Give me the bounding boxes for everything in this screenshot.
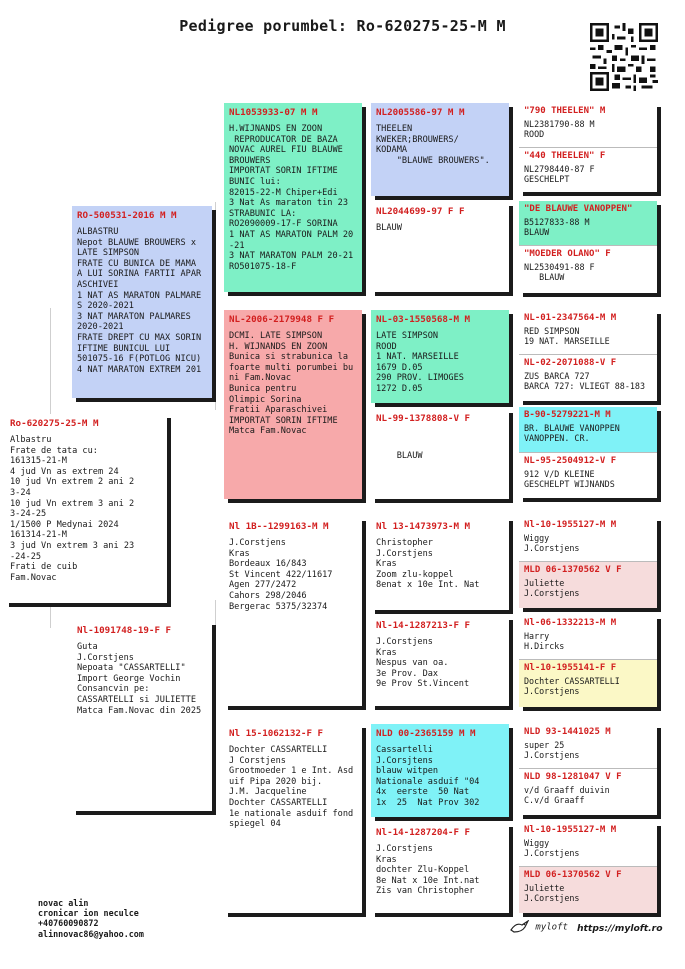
sdd-ring: NL-99-1378808-V F	[376, 413, 471, 424]
sss-card[interactable]	[371, 103, 509, 196]
ancestor-card[interactable]	[519, 769, 657, 815]
dam-sire-notes: J.Corstjens Kras Bordeaux 16/843 St Vincent 422/11617 Agen 277/2472 Cahors 298/2046 Bergerac 5375/32374	[229, 538, 333, 612]
ancestor-ring: MLD 06-1370562 V F	[524, 565, 622, 575]
sds-ring: NL-03-1550568-M M	[376, 314, 471, 325]
ancestor-notes: B5127833-88 M BLAUW	[524, 217, 590, 238]
dds-ring: NLD 00-2365159 M M	[376, 728, 476, 739]
ancestor-notes: NL2381790-88 M ROOD	[524, 119, 595, 140]
ancestor-ring: "440 THEELEN" F	[524, 151, 606, 161]
subject-ring: Ro-620275-25-M M	[10, 418, 99, 429]
connector-line	[50, 603, 51, 628]
sire-sire-ring: NL1053933-07 M M	[229, 107, 318, 118]
sire-dam-notes: DCMI. LATE SIMPSON H. WIJNANDS EN ZOON Bunica si strabunica la foarte multi porumbei bu ni Fam.Novac Bunica pentru Olimpic Sorina Fratii Aparaschivei IMPORTAT SORIN IFTIME Matca Fam.Novac	[229, 331, 354, 437]
dss-notes: Christopher J.Corstjens Kras Zoom zlu-koppel 8enat x 10e Int. Nat	[376, 538, 480, 591]
ancestor-card[interactable]	[519, 562, 657, 608]
ancestor-ring: "DE BLAUWE VANOPPEN"	[524, 204, 633, 214]
ancestor-card[interactable]	[519, 246, 657, 293]
ancestor-pair	[519, 407, 657, 498]
subject-notes: Albastru Frate de tata cu: 161315-21-M 4 jud Vn as extrem 24 10 jud Vn extrem 2 ani 2 3-24 10 jud Vn extrem 3 ani 2 3-24-25 1/1500 P Medynai 2024 161314-21-M 3 jud Vn extrem 3 ani 23 -24-25 Frati de cuib Fam.Novac	[10, 435, 135, 583]
ancestor-ring: "MOEDER OLANO" F	[524, 249, 611, 259]
breeder-phone: +40760090872	[38, 918, 99, 929]
website-link[interactable]: https://myloft.ro	[577, 923, 663, 934]
dam-card[interactable]	[72, 621, 212, 811]
sire-dam-card[interactable]	[224, 310, 362, 499]
ancestor-card[interactable]	[519, 310, 657, 355]
ancestor-card[interactable]	[519, 201, 657, 246]
ancestor-notes: NL2530491-88 F BLAUW	[524, 262, 595, 283]
connector-line	[50, 308, 51, 418]
sdd-notes: BLAUW	[396, 451, 423, 462]
ancestor-card[interactable]	[519, 724, 657, 769]
ddd-ring: Nl-14-1287204-F F	[376, 827, 471, 838]
qr-code-icon	[590, 23, 658, 91]
ancestor-ring: NL-02-2071088-V F	[524, 358, 617, 368]
ssd-card[interactable]	[371, 202, 509, 292]
ancestor-pair	[519, 517, 657, 608]
brand-name: myloft	[535, 922, 568, 933]
dds-notes: Cassartelli J.Corsjtens blauw witpen Nationale asduif "04 4x eerste 50 Nat 1x 25 Nat Prov 302	[376, 745, 480, 808]
connector-line	[215, 690, 216, 750]
ancestor-ring: NL-01-2347564-M M	[524, 313, 617, 323]
ancestor-notes: Wiggy J.Corstjens	[524, 533, 580, 554]
ancestor-notes: 912 V/D KLEINE GESCHELPT WIJNANDS	[524, 469, 615, 490]
sire-sire-notes: H.WIJNANDS EN ZOON REPRODUCATOR DE BAZA NOVAC AUREL FIU BLAUWE BROUWERS IMPORTAT SORIN IFTIME BUNIC lui: 82015-22-M Chiper+Edi 3 Nat As maraton tin 23 STRABUNIC LA: RO2090009-17-F SORINA 1 NAT AS MARATON PALM 20 -21 3 NAT MARATON PALM 20-21 RO501075-18-F	[229, 124, 354, 272]
dds-card[interactable]	[371, 724, 509, 817]
connector-line	[215, 600, 216, 660]
ancestor-ring: MLD 06-1370562 V F	[524, 870, 622, 880]
ancestor-ring: NLD 98-1281047 V F	[524, 772, 622, 782]
dam-notes: Guta J.Corstjens Nepoata "CASSARTELLI" Import George Vochin Consancvin pe: CASSARTELLI si JULIETTE Matca Fam.Novac din 2025	[77, 642, 202, 716]
sss-notes: THEELEN KWEKER;BROUWERS/ KODAMA "BLAUWE BROUWERS".	[376, 124, 490, 166]
ancestor-notes: RED SIMPSON 19 NAT. MARSEILLE	[524, 326, 610, 347]
ancestor-pair	[519, 822, 657, 913]
ancestor-pair	[519, 310, 657, 401]
ssd-notes: BLAUW	[376, 223, 402, 233]
connector-line	[215, 202, 216, 262]
breeder-name: novac alin	[38, 898, 89, 908]
ancestor-card[interactable]	[519, 660, 657, 707]
brand-logo	[510, 920, 568, 934]
ancestor-card[interactable]	[519, 453, 657, 498]
sss-ring: NL2005586-97 M M	[376, 107, 465, 118]
dsd-notes: J.Corstjens Kras Nespus van oa. 3e Prov. Dax 9e Prov St.Vincent	[376, 637, 470, 690]
ancestor-card[interactable]	[519, 615, 657, 660]
ancestor-notes: NL2798440-87 F GESCHELPT	[524, 164, 595, 185]
ancestor-card[interactable]	[519, 103, 657, 148]
ancestor-ring: Nl-10-1955127-M M	[524, 825, 617, 835]
ancestor-notes: Harry H.Dircks	[524, 631, 565, 652]
dam-dam-card[interactable]	[224, 724, 362, 913]
dam-ring: Nl-1091748-19-F F	[77, 625, 172, 636]
dsd-ring: Nl-14-1287213-F F	[376, 620, 471, 631]
ancestor-notes: v/d Graaff duivin C.v/d Graaff	[524, 785, 610, 806]
sds-notes: LATE SIMPSON ROOD 1 NAT. MARSEILLE 1679 D.05 290 PROV. LIMOGES 1272 D.05	[376, 331, 464, 394]
breeder-contact	[38, 898, 144, 939]
breeder-club: cronicar ion neculce	[38, 908, 139, 919]
sire-sire-card[interactable]	[224, 103, 362, 292]
ancestor-notes: super 25 J.Corstjens	[524, 740, 580, 761]
ancestor-notes: ZUS BARCA 727 BARCA 727: VLIEGT 88-183	[524, 371, 646, 392]
ancestor-pair	[519, 724, 657, 815]
ancestor-notes: Juliette J.Corstjens	[524, 578, 580, 599]
ancestor-pair	[519, 201, 657, 293]
ddd-notes: J.Corstjens Kras dochter Zlu-Koppel 8e Nat x 10e Int.nat Zis van Christopher	[376, 844, 480, 897]
ancestor-card[interactable]	[519, 822, 657, 867]
ancestor-ring: NL-95-2504912-V F	[524, 456, 617, 466]
ancestor-card[interactable]	[519, 407, 657, 453]
sdd-card[interactable]	[371, 409, 509, 499]
sds-card[interactable]	[371, 310, 509, 403]
dss-card[interactable]	[371, 517, 509, 610]
ancestor-card[interactable]	[519, 355, 657, 401]
sire-card[interactable]	[72, 206, 212, 398]
ancestor-ring: "790 THEELEN" M	[524, 106, 606, 116]
sire-notes: ALBASTRU Nepot BLAUWE BROUWERS x LATE SIMPSON FRATE CU BUNICA DE MAMA A LUI SORINA FARTII APAR ASCHIVEI 1 NAT AS MARATON PALMARE S 2020-2021 3 NAT MARATON PALMARES 2020-2021 FRATE DREPT CU MAX SORIN IFTIME BUNICUL LUI 501075-16 F(POTLOG NICU) 4 NAT MARATON EXTREM 201	[77, 227, 202, 375]
pigeon-icon	[510, 920, 530, 934]
ancestor-notes: BR. BLAUWE VANOPPEN VANOPPEN. CR.	[524, 423, 620, 444]
dam-sire-ring: Nl 1B--1299163-M M	[229, 521, 329, 532]
dss-ring: Nl 13-1473973-M M	[376, 521, 471, 532]
ancestor-card[interactable]	[519, 867, 657, 913]
ancestor-card[interactable]	[519, 517, 657, 562]
ancestor-notes: Juliette J.Corstjens	[524, 883, 580, 904]
dam-dam-ring: Nl 15-1062132-F F	[229, 728, 324, 739]
page-title: Pedigree porumbel: Ro-620275-25-M M	[179, 17, 506, 35]
ancestor-ring: Nl-10-1955127-M M	[524, 520, 617, 530]
ssd-ring: NL2044699-97 F F	[376, 206, 465, 217]
ancestor-pair	[519, 103, 657, 192]
ancestor-notes: Wiggy J.Corstjens	[524, 838, 580, 859]
dsd-card[interactable]	[371, 616, 509, 706]
ancestor-card[interactable]	[519, 148, 657, 192]
ancestor-ring: NLD 93-1441025 M	[524, 727, 611, 737]
ancestor-ring: Nl-06-1332213-M M	[524, 618, 617, 628]
connector-line	[215, 330, 216, 410]
ancestor-notes: Dochter CASSARTELLI J.Corstjens	[524, 676, 620, 697]
dam-dam-notes: Dochter CASSARTELLI J Corstjens Grootmoeder 1 e Int. Asd uif Pipa 2020 bij. J.M. Jacqueline Dochter CASSARTELLI 1e nationale asduif fond spiegel 04	[229, 745, 354, 830]
ancestor-ring: B-90-5279221-M M	[524, 410, 611, 420]
ancestor-pair	[519, 615, 657, 707]
ddd-card[interactable]	[371, 823, 509, 913]
subject-card[interactable]	[5, 414, 167, 603]
ancestor-ring: Nl-10-1955141-F F	[524, 663, 617, 673]
sire-dam-ring: NL-2006-2179948 F F	[229, 314, 335, 325]
dam-sire-card[interactable]	[224, 517, 362, 706]
sire-ring: RO-500531-2016 M M	[77, 210, 177, 221]
breeder-email[interactable]: alinnovac86@yahoo.com	[38, 928, 144, 939]
